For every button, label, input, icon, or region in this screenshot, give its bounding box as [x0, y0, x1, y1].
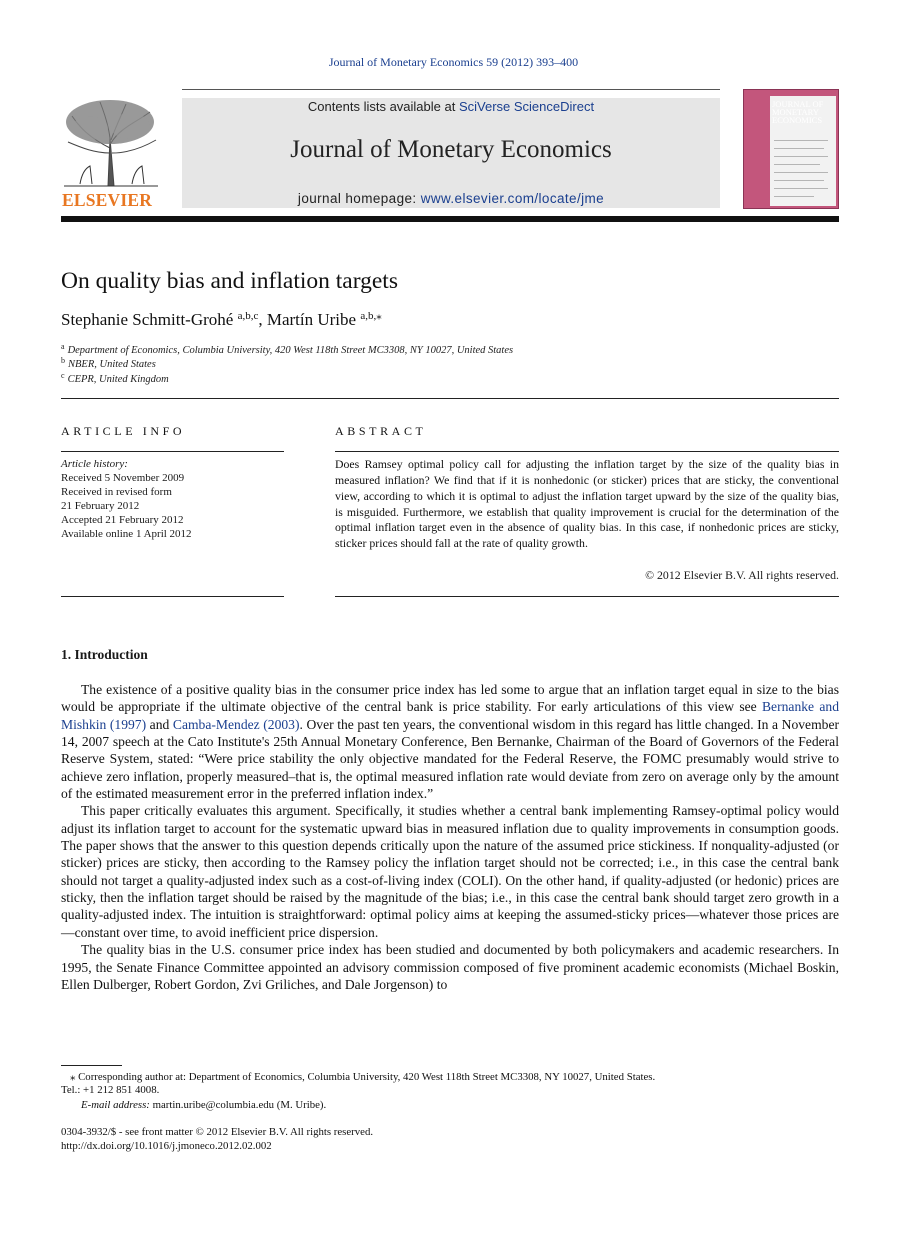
author-affiliation-marks[interactable]: a,b,⁎ — [360, 310, 382, 322]
author-affiliation-marks[interactable]: a,b,c — [237, 310, 259, 322]
article-info-heading: ARTICLE INFO — [61, 424, 186, 438]
paragraph: The existence of a positive quality bias in the consumer price index has led some to argue that an inflation target equal in size to the bias would be appropriate if the ultimate objective of the central bank is price stability. For early articulations of this view see Bernanke and Mishkin (1997) and Camba-Mendez (2003). Over the past ten years, the conventional wisdom in this regard has little changed. In a November 14, 2007 speech at the Cato Institute's 25th Annual Monetary Conference, Ben Bernanke, Chairman of the Board of Governors of the Federal Reserve System, stated: “Were price stability the only objective mandated for the Federal Reserve, the FOMC presumably would strive to achieve zero inflation, properly measured–that is, the optimal measured inflation rate would deviate from zero on average only by the amount of the estimated measurement error in the preferred inflation index.” — [61, 682, 840, 802]
journal-cover-thumbnail[interactable] — [743, 89, 839, 209]
masthead-top-rule — [182, 89, 720, 90]
journal-title: Journal of Monetary Economics — [290, 136, 612, 163]
homepage-link[interactable]: www.elsevier.com/locate/jme — [420, 191, 605, 206]
cover-line — [774, 188, 828, 189]
abstract-copyright: © 2012 Elsevier B.V. All rights reserved. — [645, 568, 839, 582]
author-list — [61, 309, 382, 330]
cover-line — [774, 180, 824, 181]
homepage-prefix: journal homepage: — [297, 191, 421, 206]
article-title: On quality bias and inflation targets — [61, 268, 398, 294]
divider — [61, 596, 284, 597]
divider — [61, 451, 284, 452]
cover-title: JOURNAL OF MONETARY ECONOMICS — [772, 99, 824, 125]
affiliation: $^c$ CEPR, United Kingdom — [61, 371, 169, 385]
history-item: Accepted 21 February 2012 — [61, 514, 184, 526]
cover-line — [774, 172, 828, 173]
cover-line — [774, 164, 820, 165]
email-note — [81, 1099, 326, 1111]
paragraph: This paper critically evaluates this argument. Specifically, it studies whether a central bank implementing Ramsey-optimal policy would adjust its inflation target to account for the systematic upward bias in measured inflation due to quality improvements in consumption goods. The paper shows that the answer to this question depends critically upon the nature of the assumed price stickiness. If nonquality-adjusted (or sticker) prices are sticky, then according to the Ramsey policy the inflation target should not be corrected; i.e., in this case the central bank should not target a quality-adjusted index such as a cost-of-living index (COLI). On the other hand, if quality-adjusted (or hedonic) prices are sticky, then the inflation target should be raised by the magnitude of the bias; i.e., in this case the central bank should target zero growth in a quality-adjusted index. The intuition is straightforward: optimal policy aims at keeping the assumed-sticky prices—whatever those prices are—constant over time, to avoid inefficient price dispersion. — [61, 803, 839, 940]
doi-link[interactable]: http://dx.doi.org/10.1016/j.jmoneco.2012.02.002 — [61, 1140, 272, 1152]
masthead-bottom-rule — [61, 216, 839, 222]
cover-line — [774, 156, 828, 157]
introduction-body — [61, 681, 839, 993]
history-item: 21 February 2012 — [61, 500, 140, 512]
abstract-heading: ABSTRACT — [335, 424, 427, 438]
elsevier-wordmark[interactable]: ELSEVIER — [62, 190, 153, 210]
author-name[interactable]: Martín Uribe — [266, 310, 357, 329]
section-heading: 1. Introduction — [61, 647, 148, 662]
corresponding-author-note: ⁎ Corresponding author at: Department of Economics, Columbia University, 420 West 118th Street MC3308, NY 10027, United States. — [70, 1071, 656, 1083]
abstract-text: Does Ramsey optimal policy call for adjusting the inflation target by the size of the quality bias in measured inflation? We find that if it is nonhedonic (or sticker) prices that are sticky, the conventional view, according to which it is optimal to adjust the inflation target upward by the size of the quality bias, is misguided. Furthermore, we establish that quality improvement is crucial for the determination of the optimal inflation target even in the absence of quality bias. In this case, if nonhedonic prices are sticky, sticker prices should fall at the rate of quality growth. — [335, 457, 839, 551]
sciverse-link[interactable]: SciVerse ScienceDirect — [458, 99, 595, 114]
author-separator: , — [258, 310, 267, 329]
paragraph: The quality bias in the U.S. consumer price index has been studied and documented by both policymakers and academic researchers. In 1995, the Senate Finance Committee appointed an advisory commission composed of five prominent academic economists (Michael Boskin, Ellen Dulberger, Robert Gordon, Zvi Griliches, and Dale Jorgenson) to — [61, 942, 839, 992]
email-label: E-mail address: — [81, 1099, 153, 1111]
citation-link[interactable]: Bernanke and Mishkin (1997) — [61, 699, 839, 732]
contents-prefix: Contents lists available at — [307, 99, 459, 114]
citation-link[interactable]: Camba-Mendez (2003) — [172, 716, 300, 732]
divider — [335, 451, 839, 452]
contents-availability — [182, 99, 720, 114]
affiliation: $^b$ NBER, United States — [61, 356, 156, 370]
divider — [61, 398, 839, 399]
cover-line — [774, 148, 824, 149]
cover-line — [774, 140, 828, 141]
journal-homepage — [182, 191, 720, 206]
running-head[interactable]: Journal of Monetary Economics 59 (2012) 393–400 — [328, 55, 579, 69]
issn-line: 0304-3932/$ - see front matter © 2012 Elsevier B.V. All rights reserved. — [61, 1126, 374, 1138]
cover-line — [774, 196, 814, 197]
email-link[interactable]: martin.uribe@columbia.edu (M. Uribe). — [152, 1099, 327, 1111]
history-item: Available online 1 April 2012 — [61, 528, 192, 540]
history-item: Received 5 November 2009 — [61, 472, 185, 484]
affiliation: $^a$ Department of Economics, Columbia University, 420 West 118th Street MC3308, NY 10027, United States — [61, 342, 514, 356]
author-name[interactable]: Stephanie Schmitt-Grohé — [61, 310, 234, 329]
history-item: Received in revised form — [61, 486, 172, 498]
telephone-note: Tel.: +1 212 851 4008. — [61, 1084, 160, 1096]
divider — [335, 596, 839, 597]
footnote-rule — [61, 1065, 122, 1066]
history-label: Article history: — [61, 458, 128, 470]
